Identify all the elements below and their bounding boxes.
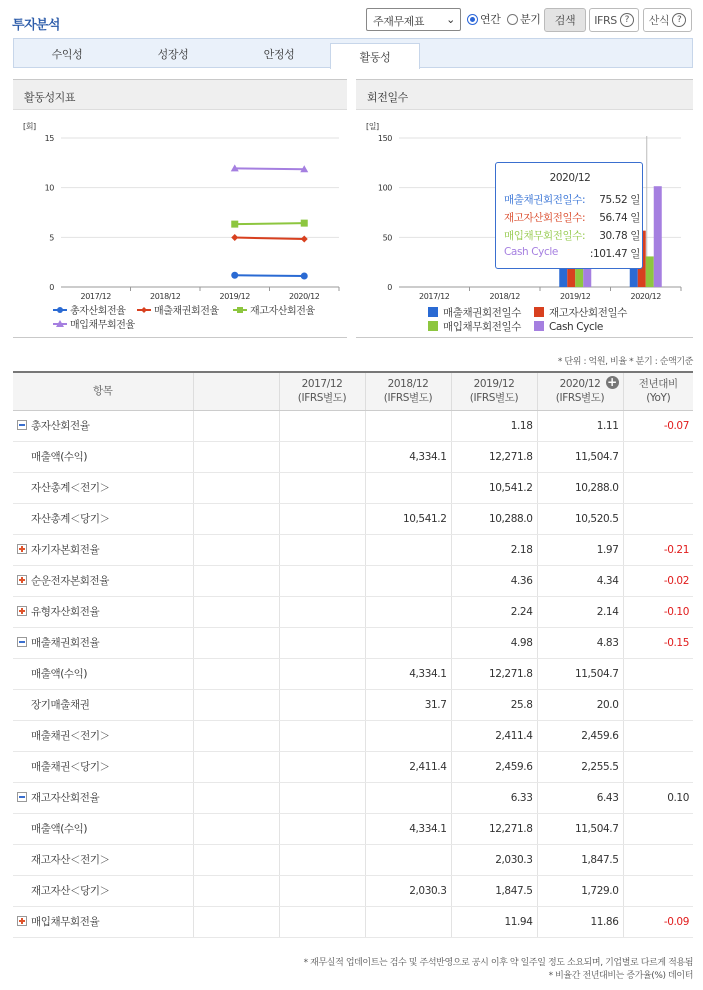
radio-annual-label: 연간 [480, 13, 501, 26]
series-line [235, 168, 305, 169]
table-cell: 31.7 [365, 689, 451, 720]
chart-tooltip [495, 162, 643, 269]
data-point [231, 221, 238, 228]
table-cell [279, 658, 365, 689]
table-cell: 11.94 [451, 906, 537, 937]
table-row [13, 906, 693, 937]
legend-label: 매출채권회전율 [154, 306, 219, 317]
table-cell: 2.18 [451, 534, 537, 565]
analysis-tabs [13, 38, 693, 68]
y-unit-label: [일] [366, 122, 379, 131]
table-cell [193, 534, 279, 565]
tooltip-row [504, 210, 640, 225]
row-label[interactable]: 유형자산회전율 [13, 596, 193, 627]
table-cell [365, 720, 451, 751]
left-chart-title: 활동성지표 [13, 79, 347, 110]
statement-type-select[interactable] [366, 8, 461, 31]
table-cell [193, 813, 279, 844]
legend-swatch [534, 307, 544, 317]
table-cell: 10,541.2 [365, 503, 451, 534]
table-cell [623, 503, 693, 534]
table-cell [279, 472, 365, 503]
table-cell [623, 720, 693, 751]
y-unit-label: [회] [23, 122, 36, 131]
table-cell [623, 875, 693, 906]
tooltip-label: 매출채권회전일수: [504, 194, 586, 206]
table-cell [365, 906, 451, 937]
table-cell [279, 596, 365, 627]
expand-icon[interactable] [17, 544, 27, 554]
data-point [301, 220, 308, 227]
table-cell [193, 875, 279, 906]
table-cell: 20.0 [537, 689, 623, 720]
row-label[interactable]: 자기자본회전율 [13, 534, 193, 565]
tooltip-label: 매입채무회전일수: [504, 230, 586, 242]
y-tick-label: 150 [377, 134, 392, 143]
table-row [13, 410, 693, 441]
table-cell [365, 596, 451, 627]
table-cell [279, 906, 365, 937]
table-cell: -0.02 [623, 565, 693, 596]
table-cell: -0.21 [623, 534, 693, 565]
table-cell [279, 534, 365, 565]
legend-label: 매입채무회전일수 [443, 321, 521, 333]
column-header: 항목 [13, 372, 193, 410]
table-cell [279, 627, 365, 658]
turnover-days-chart [356, 110, 693, 338]
table-cell [279, 875, 365, 906]
table-cell: 1,729.0 [537, 875, 623, 906]
row-label[interactable]: 매입채무회전율 [13, 906, 193, 937]
table-cell: 11.86 [537, 906, 623, 937]
legend-swatch [534, 321, 544, 331]
x-tick-label: 2018/12 [489, 292, 520, 301]
table-cell [193, 503, 279, 534]
table-cell: 2,030.3 [451, 844, 537, 875]
ifrs-label: IFRS [594, 13, 617, 27]
table-row [13, 627, 693, 658]
x-tick-label: 2019/12 [560, 292, 591, 301]
column-header [193, 372, 279, 410]
row-label: 자산총계＜당기＞ [13, 503, 193, 534]
radio-quarter-indicator [507, 14, 518, 25]
collapse-icon[interactable] [17, 637, 27, 647]
table-cell [193, 596, 279, 627]
x-tick-label: 2018/12 [150, 292, 181, 301]
table-cell: 1.11 [537, 410, 623, 441]
table-cell [279, 503, 365, 534]
collapse-icon[interactable] [17, 420, 27, 430]
table-cell: -0.07 [623, 410, 693, 441]
formula-button[interactable] [643, 8, 692, 32]
legend-label: 매입채무회전율 [70, 320, 135, 331]
column-header: 2020/12 (IFRS별도) + [537, 372, 623, 410]
table-cell: 1.97 [537, 534, 623, 565]
row-label: 매출액(수익) [13, 658, 193, 689]
legend-marker [57, 307, 63, 313]
table-cell: 2,030.3 [365, 875, 451, 906]
legend-marker [237, 307, 243, 313]
tooltip-row [504, 192, 640, 207]
table-cell [365, 565, 451, 596]
table-cell [279, 689, 365, 720]
search-button[interactable]: 검색 [544, 8, 586, 32]
row-label: 재고자산＜전기＞ [13, 844, 193, 875]
table-cell: 2,411.4 [365, 751, 451, 782]
table-row [13, 782, 693, 813]
row-label: 매출채권＜당기＞ [13, 751, 193, 782]
table-cell: 10,520.5 [537, 503, 623, 534]
table-row [13, 658, 693, 689]
tooltip-value: :101.47 일 [589, 248, 640, 260]
table-cell [193, 689, 279, 720]
table-cell: 10,541.2 [451, 472, 537, 503]
expand-icon[interactable] [17, 916, 27, 926]
table-cell [193, 751, 279, 782]
table-cell: 2,459.6 [537, 720, 623, 751]
table-cell [365, 844, 451, 875]
help-icon: ? [672, 13, 686, 27]
table-row [13, 472, 693, 503]
table-cell: 4,334.1 [365, 813, 451, 844]
table-cell [623, 472, 693, 503]
y-tick-label: 100 [377, 183, 392, 193]
table-cell: 2.14 [537, 596, 623, 627]
x-tick-label: 2017/12 [80, 292, 111, 301]
select-value: 주재무제표 [373, 15, 425, 28]
table-cell [623, 441, 693, 472]
table-cell [193, 782, 279, 813]
x-tick-label: 2017/12 [419, 292, 450, 301]
unit-note: * 단위 : 억원, 비율 * 분기 : 순액기준 [557, 357, 693, 367]
x-tick-label: 2020/12 [630, 292, 661, 301]
table-cell [279, 410, 365, 441]
help-icon: ? [620, 13, 634, 27]
y-tick-label: 0 [387, 283, 392, 292]
x-tick-label: 2019/12 [219, 292, 250, 301]
table-row [13, 751, 693, 782]
table-cell [193, 844, 279, 875]
legend-label: 재고자산회전율 [250, 306, 315, 317]
table-cell [365, 472, 451, 503]
table-cell: 6.33 [451, 782, 537, 813]
row-label[interactable]: 매출채권회전율 [13, 627, 193, 658]
table-cell [193, 410, 279, 441]
tooltip-row [504, 228, 640, 243]
table-cell [279, 565, 365, 596]
table-cell [193, 906, 279, 937]
table-cell: 2,459.6 [451, 751, 537, 782]
table-row [13, 720, 693, 751]
tab-profitability[interactable]: 수익성 [51, 47, 83, 61]
line-chart-svg [13, 110, 347, 338]
y-tick-label: 5 [49, 233, 54, 243]
table-cell: 4,334.1 [365, 658, 451, 689]
table-cell [623, 844, 693, 875]
table-cell: 4.36 [451, 565, 537, 596]
legend-marker [141, 307, 147, 313]
activity-table [13, 371, 693, 938]
tooltip-row [504, 246, 640, 258]
table-row [13, 689, 693, 720]
column-header: 2017/12 (IFRS별도) [279, 372, 365, 410]
table-cell: 2.24 [451, 596, 537, 627]
row-label[interactable]: 순운전자본회전율 [13, 565, 193, 596]
tab-activity[interactable]: 활동성 [330, 43, 420, 69]
row-label[interactable]: 총자산회전율 [13, 410, 193, 441]
radio-quarter[interactable] [507, 11, 540, 27]
tooltip-value: 75.52 일 [599, 194, 640, 206]
table-cell: 12,271.8 [451, 441, 537, 472]
table-cell [279, 720, 365, 751]
row-label: 매출액(수익) [13, 441, 193, 472]
table-cell [193, 720, 279, 751]
row-label: 자산총계＜전기＞ [13, 472, 193, 503]
legend-label: 매출채권회전일수 [443, 307, 521, 319]
table-cell: 2,255.5 [537, 751, 623, 782]
table-cell: 10,288.0 [451, 503, 537, 534]
x-tick-label: 2020/12 [289, 292, 320, 301]
table-cell: 1.18 [451, 410, 537, 441]
activity-line-chart [13, 110, 347, 338]
table-cell: 11,504.7 [537, 441, 623, 472]
table-row [13, 813, 693, 844]
tooltip-label: Cash Cycle [504, 246, 558, 258]
bar [646, 256, 654, 287]
table-cell: 1,847.5 [451, 875, 537, 906]
tooltip-label: 재고자산회전일수: [504, 212, 586, 224]
page-title: 투자분석 [12, 18, 60, 33]
table-cell [623, 658, 693, 689]
row-label: 장기매출채권 [13, 689, 193, 720]
data-point [301, 272, 308, 279]
radio-quarter-label: 분기 [520, 13, 541, 26]
tooltip-value: 30.78 일 [599, 230, 640, 242]
table-row [13, 844, 693, 875]
table-cell [279, 813, 365, 844]
add-column-icon[interactable]: + [607, 375, 617, 389]
table-cell: -0.15 [623, 627, 693, 658]
footnote-2: * 비율간 전년대비는 증가율(%) 데이터 [548, 971, 693, 981]
table-row [13, 534, 693, 565]
collapse-icon[interactable] [17, 792, 27, 802]
table-cell: 25.8 [451, 689, 537, 720]
table-cell [365, 410, 451, 441]
row-label[interactable]: 재고자산회전율 [13, 782, 193, 813]
legend-label: Cash Cycle [549, 321, 603, 333]
table-cell: 2,411.4 [451, 720, 537, 751]
table-cell: 4.34 [537, 565, 623, 596]
table-cell [193, 627, 279, 658]
column-header: 2019/12 (IFRS별도) [451, 372, 537, 410]
chevron-down-icon: ⌄ [446, 13, 455, 26]
table-row [13, 441, 693, 472]
row-label: 매출채권＜전기＞ [13, 720, 193, 751]
table-cell [279, 782, 365, 813]
table-cell [193, 472, 279, 503]
tooltip-title: 2020/12 [549, 172, 591, 184]
table-cell [279, 751, 365, 782]
legend-label: 총자산회전율 [70, 306, 126, 317]
tooltip-value: 56.74 일 [599, 212, 640, 224]
table-cell: 10,288.0 [537, 472, 623, 503]
table-cell [279, 844, 365, 875]
ifrs-button[interactable] [589, 8, 639, 32]
column-header: 2018/12 (IFRS별도) [365, 372, 451, 410]
expand-icon[interactable] [17, 575, 27, 585]
table-cell [365, 782, 451, 813]
table-row [13, 875, 693, 906]
table-cell [365, 534, 451, 565]
table-cell [623, 689, 693, 720]
table-row [13, 565, 693, 596]
table-cell: 6.43 [537, 782, 623, 813]
bar [654, 186, 662, 287]
table-cell: 4.98 [451, 627, 537, 658]
y-tick-label: 10 [44, 183, 54, 193]
table-cell: -0.09 [623, 906, 693, 937]
expand-icon[interactable] [17, 606, 27, 616]
tab-growth[interactable]: 성장성 [157, 47, 189, 61]
table-cell: -0.10 [623, 596, 693, 627]
series-line [235, 275, 305, 276]
table-cell: 4,334.1 [365, 441, 451, 472]
tab-stability[interactable]: 안정성 [263, 47, 295, 61]
formula-label: 산식 [648, 14, 670, 27]
table-cell: 0.10 [623, 782, 693, 813]
table-cell: 12,271.8 [451, 658, 537, 689]
legend-swatch [428, 321, 438, 331]
y-tick-label: 0 [49, 283, 54, 292]
table-row [13, 596, 693, 627]
table-cell [193, 565, 279, 596]
footnote-1: * 재무실적 업데이트는 검수 및 주석반영으로 공시 이후 약 일주일 정도 소요되며, 기업별로 다르게 적용됨 [303, 958, 693, 968]
table-cell [365, 627, 451, 658]
y-tick-label: 50 [382, 233, 392, 243]
table-cell: 11,504.7 [537, 813, 623, 844]
row-label: 매출액(수익) [13, 813, 193, 844]
table-cell [623, 813, 693, 844]
legend-label: 재고자산회전일수 [549, 307, 627, 319]
table-cell [193, 658, 279, 689]
table-cell: 1,847.5 [537, 844, 623, 875]
table-cell [279, 441, 365, 472]
y-tick-label: 15 [44, 134, 54, 143]
table-cell: 11,504.7 [537, 658, 623, 689]
radio-annual[interactable] [467, 11, 500, 27]
data-point [231, 272, 238, 279]
data-point [231, 234, 238, 241]
row-label: 재고자산＜당기＞ [13, 875, 193, 906]
radio-annual-indicator [467, 14, 478, 25]
table-cell [623, 751, 693, 782]
table-cell [193, 441, 279, 472]
legend-swatch [428, 307, 438, 317]
column-header: 전년대비 (YoY) [623, 372, 693, 410]
table-cell: 4.83 [537, 627, 623, 658]
series-line [235, 223, 305, 224]
data-point [301, 236, 308, 243]
right-chart-title: 회전일수 [356, 79, 693, 110]
table-cell: 12,271.8 [451, 813, 537, 844]
table-row [13, 503, 693, 534]
